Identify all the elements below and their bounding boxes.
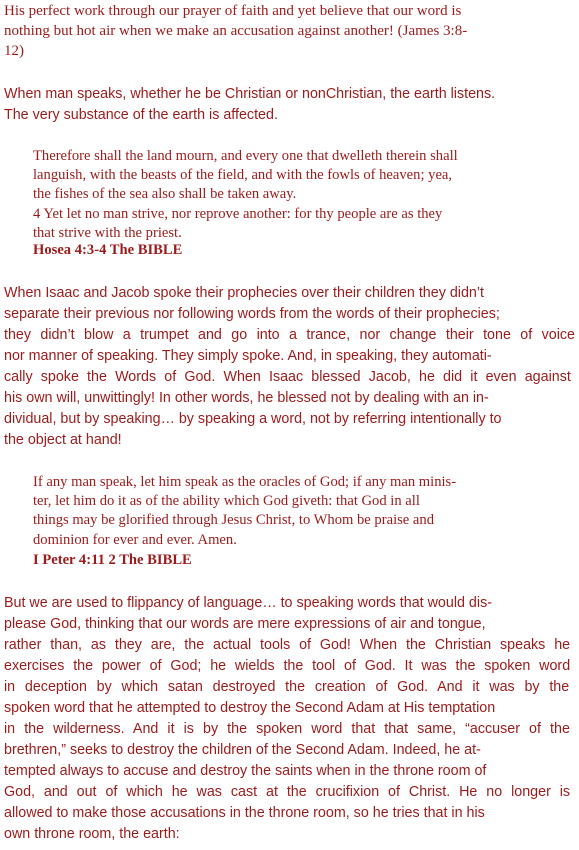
paragraph-line: in deception by which satan destroyed the creation of God. And it was by the xyxy=(4,679,570,695)
quote-line: the fishes of the sea also shall be taken away. xyxy=(33,186,297,203)
paragraph-line: 12) xyxy=(4,43,24,59)
paragraph-line: his own will, unwittingly! In other words, he blessed not by dealing with an in- xyxy=(4,390,489,406)
paragraph-line: rather than, as they are, the actual tools of God! When the Christian speaks he xyxy=(4,637,571,653)
quote-line: 4 Yet let no man strive, nor reprove another: for thy people are as they xyxy=(33,205,443,222)
paragraph-line: exercises the power of God; he wields the tool of God. It was the spoken word xyxy=(4,658,571,674)
paragraph-1 xyxy=(4,1,575,61)
quote-line: things may be glorified through Jesus Christ, to Whom be praise and xyxy=(33,512,435,529)
quote-line: that strive with the priest. xyxy=(33,224,182,241)
quote-line: dominion for ever and ever. Amen. xyxy=(33,531,237,548)
paragraph-line: brethren,” seeks to destroy the children of the Second Adam. Indeed, he at- xyxy=(4,742,481,758)
paragraph-line: the object at hand! xyxy=(4,432,122,448)
paragraph-line: The very substance of the earth is affected. xyxy=(4,107,278,123)
paragraph-line: nothing but hot air when we make an accusation against another! (James 3:8- xyxy=(4,23,468,39)
paragraph-line: own throne room, the earth: xyxy=(4,826,180,842)
paragraph-line: in the wilderness. And it is by the spoken word that that same, “accuser of the xyxy=(4,721,570,737)
quote-line: languish, with the beasts of the field, and with the fowls of heaven; yea, xyxy=(33,167,453,184)
paragraph-line: allowed to make those accusations in the throne room, so he tries that in his xyxy=(4,805,485,821)
paragraph-line: God, and out of which he was cast at the crucifixion of Christ. He no longer is xyxy=(4,784,571,800)
paragraph-line: But we are used to flippancy of language… to speaking words that would dis- xyxy=(4,595,492,611)
paragraph-line: separate their previous nor following words from the words of their prophecies; xyxy=(4,306,500,322)
paragraph-line: nor manner of speaking. They simply spoke. And, in speaking, they automati- xyxy=(4,348,492,364)
scripture-citation-2: I Peter 4:11 2 The BIBLE xyxy=(33,552,192,568)
scripture-quote-2 xyxy=(33,473,553,550)
quote-line: ter, let him do it as of the ability which God giveth: that God in all xyxy=(33,493,420,510)
paragraph-line: spoken word that he attempted to destroy the Second Adam at His temptation xyxy=(4,700,496,716)
paragraph-2 xyxy=(4,84,575,126)
paragraph-line: they didn’t blow a trumpet and go into a trance, nor change their tone of voice xyxy=(4,327,575,343)
quote-line: If any man speak, let him speak as the oracles of God; if any man minis- xyxy=(33,474,457,490)
paragraph-line: When Isaac and Jacob spoke their prophecies over their children they didn’t xyxy=(4,285,485,301)
paragraph-line: When man speaks, whether he be Christian or nonChristian, the earth listens. xyxy=(4,86,496,102)
paragraph-3 xyxy=(4,283,575,451)
scripture-quote-1 xyxy=(33,147,553,243)
paragraph-line: cally spoke the Words of God. When Isaac blessed Jacob, he did it even against xyxy=(4,369,571,385)
paragraph-line: tempted always to accuse and destroy the saints when in the throne room of xyxy=(4,763,487,779)
paragraph-line: dividual, but by speaking… by speaking a word, not by referring intentionally to xyxy=(4,411,502,427)
scripture-citation-1: Hosea 4:3-4 The BIBLE xyxy=(33,242,183,258)
quote-line: Therefore shall the land mourn, and every one that dwelleth therein shall xyxy=(33,148,458,164)
paragraph-line: His perfect work through our prayer of faith and yet believe that our word is xyxy=(4,3,462,19)
paragraph-line: please God, thinking that our words are mere expressions of air and tongue, xyxy=(4,616,486,632)
paragraph-4 xyxy=(4,593,575,845)
